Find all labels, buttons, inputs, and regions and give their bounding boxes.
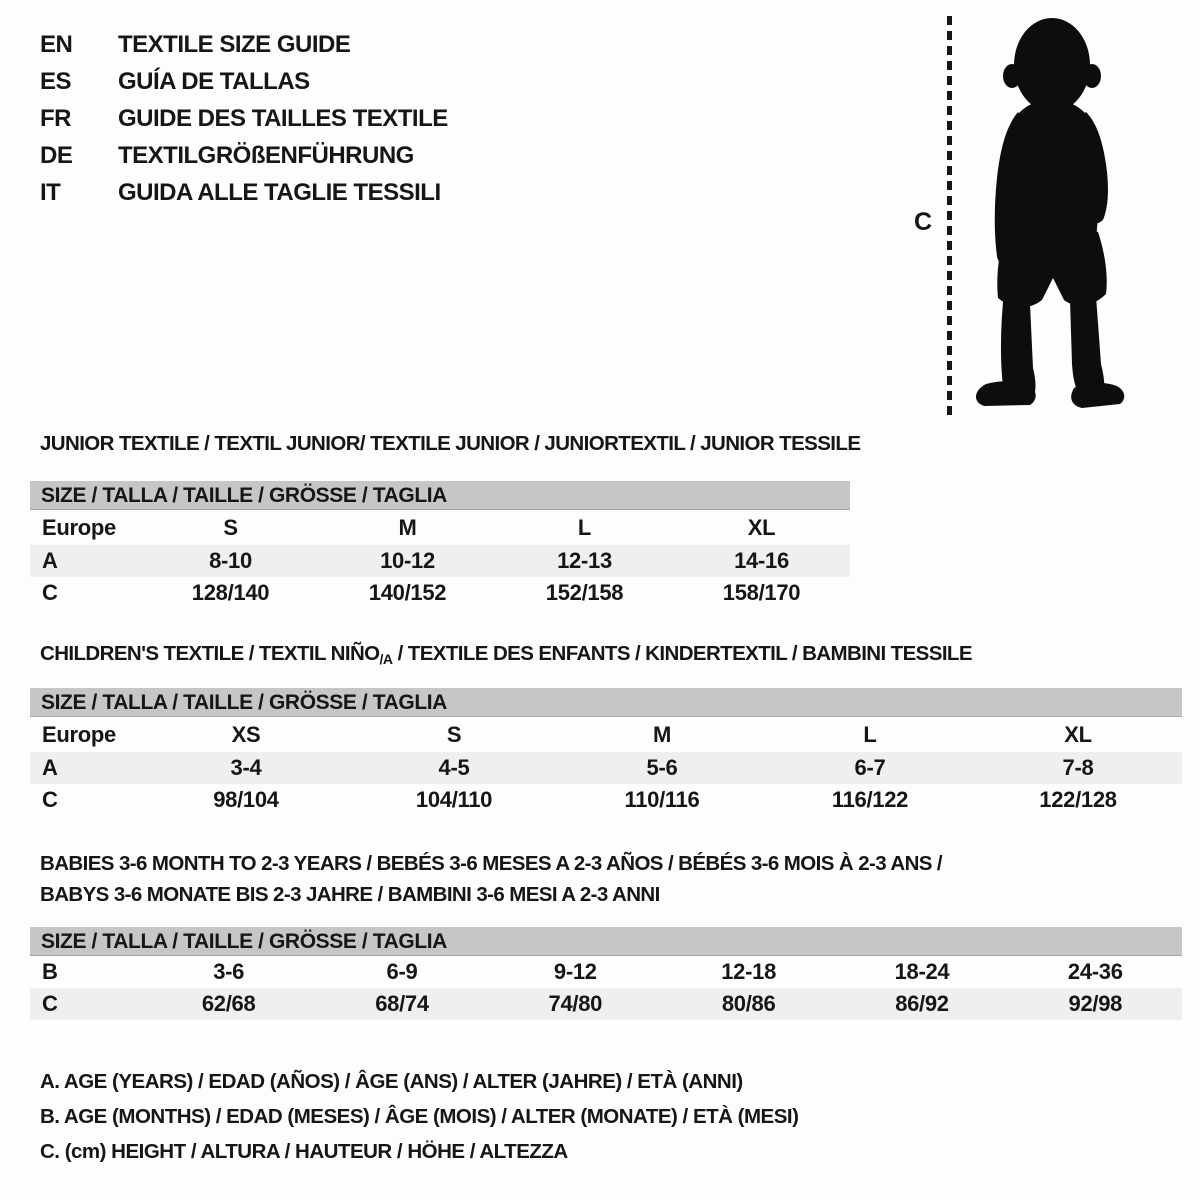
footnote-height-cm: C. (cm) HEIGHT / ALTURA / HAUTEUR / HÖHE / ALTEZZA (40, 1140, 568, 1163)
lang-row-it (40, 174, 448, 211)
table-cell: 62/68 (201, 991, 256, 1016)
table-cell: 12-13 (557, 548, 612, 573)
table-row (30, 577, 850, 609)
toddler-silhouette-icon (960, 8, 1140, 420)
lang-row-es (40, 63, 448, 100)
table-cell: 158/170 (722, 580, 801, 605)
babies-section-title (40, 848, 942, 910)
size-column: S (223, 514, 238, 540)
language-title-list (40, 26, 448, 211)
row-label: Europe (42, 721, 116, 747)
table-cell: 86/92 (895, 991, 949, 1016)
table-cell: 92/98 (1068, 991, 1123, 1016)
size-header-bar: SIZE / TALLA / TAILLE / GRÖSSE / TAGLIA (30, 481, 850, 510)
table-cell: 9-12 (553, 959, 597, 984)
lang-code: ES (40, 67, 72, 95)
babies-size-table (30, 927, 1182, 1020)
table-cell: 80/86 (721, 991, 776, 1016)
size-column: L (863, 721, 877, 747)
table-cell: 116/122 (831, 787, 909, 812)
table-cell: 5-6 (646, 755, 678, 780)
table-row (30, 988, 1182, 1020)
table-row (30, 752, 1182, 784)
junior-section-title: JUNIOR TEXTILE / TEXTIL JUNIOR/ TEXTILE JUNIOR / JUNIORTEXTIL / JUNIOR TESSILE (40, 432, 861, 455)
lang-code: EN (40, 30, 73, 58)
row-label: Europe (42, 514, 116, 540)
table-row (30, 784, 1182, 816)
table-cell: 98/104 (213, 787, 279, 812)
lang-code: IT (40, 178, 61, 206)
babies-title-line2: BABYS 3-6 MONATE BIS 2-3 JAHRE / BAMBINI 3-6 MESI A 2-3 ANNI (40, 883, 660, 906)
size-header-bar: SIZE / TALLA / TAILLE / GRÖSSE / TAGLIA (30, 688, 1182, 717)
guide-title: TEXTILE SIZE GUIDE (118, 30, 351, 58)
table-cell: 140/152 (368, 580, 447, 605)
table-cell: 152/158 (545, 580, 624, 605)
table-cell: 122/128 (1039, 787, 1117, 812)
height-measure-label: C (914, 208, 933, 236)
table-cell: 14-16 (734, 548, 789, 573)
size-column: S (446, 721, 462, 747)
table-cell: 6-9 (386, 959, 418, 984)
table-cell: 6-7 (854, 755, 886, 780)
table-cell: 128/140 (191, 580, 270, 605)
guide-title: GUÍA DE TALLAS (118, 67, 310, 95)
height-measure-dashed-line (947, 16, 952, 416)
table-cell: 110/116 (624, 787, 700, 812)
table-cell: 3-4 (230, 755, 262, 780)
size-column: XL (1064, 721, 1092, 747)
children-section-title (40, 642, 972, 667)
guide-title: GUIDA ALLE TAGLIE TESSILI (118, 178, 441, 206)
lang-code: FR (40, 104, 71, 132)
table-row (30, 545, 850, 577)
table-cell: 68/74 (375, 991, 429, 1016)
children-title-sub: /A (379, 651, 393, 667)
size-header-bar: SIZE / TALLA / TAILLE / GRÖSSE / TAGLIA (30, 927, 1182, 956)
footnote-age-months: B. AGE (MONTHS) / EDAD (MESES) / ÂGE (MOIS) / ALTER (MONATE) / ETÀ (MESI) (40, 1105, 799, 1128)
babies-title-line1: BABIES 3-6 MONTH TO 2-3 YEARS / BEBÉS 3-6 MESES A 2-3 AÑOS / BÉBÉS 3-6 MOIS À 2-3 ANS / (40, 852, 943, 875)
footnote-legend (40, 1064, 798, 1169)
table-cell: 8-10 (209, 548, 252, 573)
row-label: C (42, 580, 58, 605)
lang-row-de (40, 137, 448, 174)
table-cell: 3-6 (213, 959, 245, 984)
row-label: A (42, 548, 58, 573)
size-column: M (398, 514, 417, 540)
row-label: A (42, 755, 58, 780)
table-cell: 7-8 (1062, 755, 1094, 780)
size-column: L (577, 514, 592, 540)
lang-row-fr (40, 100, 448, 137)
size-column: XL (747, 514, 776, 540)
table-header-row (30, 510, 850, 545)
guide-title: GUIDE DES TAILLES TEXTILE (118, 104, 448, 132)
table-header-row (30, 717, 1182, 752)
size-column: XS (231, 721, 261, 747)
children-size-table (30, 688, 1182, 816)
size-column: M (652, 721, 672, 747)
row-label: C (42, 991, 58, 1016)
row-label: B (42, 959, 58, 984)
children-title-part1: CHILDREN'S TEXTILE / TEXTIL NIÑO (40, 642, 380, 665)
lang-code: DE (40, 141, 73, 169)
table-cell: 24-36 (1067, 959, 1123, 984)
table-cell: 74/80 (548, 991, 603, 1016)
table-row (30, 956, 1182, 988)
children-title-part2: / TEXTILE DES ENFANTS / KINDERTEXTIL / BAMBINI TESSILE (392, 642, 972, 665)
lang-row-en (40, 26, 448, 63)
table-cell: 10-12 (380, 548, 435, 573)
junior-size-table (30, 481, 850, 609)
footnote-age-years: A. AGE (YEARS) / EDAD (AÑOS) / ÂGE (ANS) / ALTER (JAHRE) / ETÀ (ANNI) (40, 1070, 743, 1093)
table-cell: 4-5 (438, 755, 470, 780)
table-cell: 104/110 (415, 787, 493, 812)
row-label: C (42, 787, 58, 812)
table-cell: 12-18 (721, 959, 777, 984)
guide-title: TEXTILGRÖßENFÜHRUNG (118, 141, 414, 169)
table-cell: 18-24 (894, 959, 950, 984)
